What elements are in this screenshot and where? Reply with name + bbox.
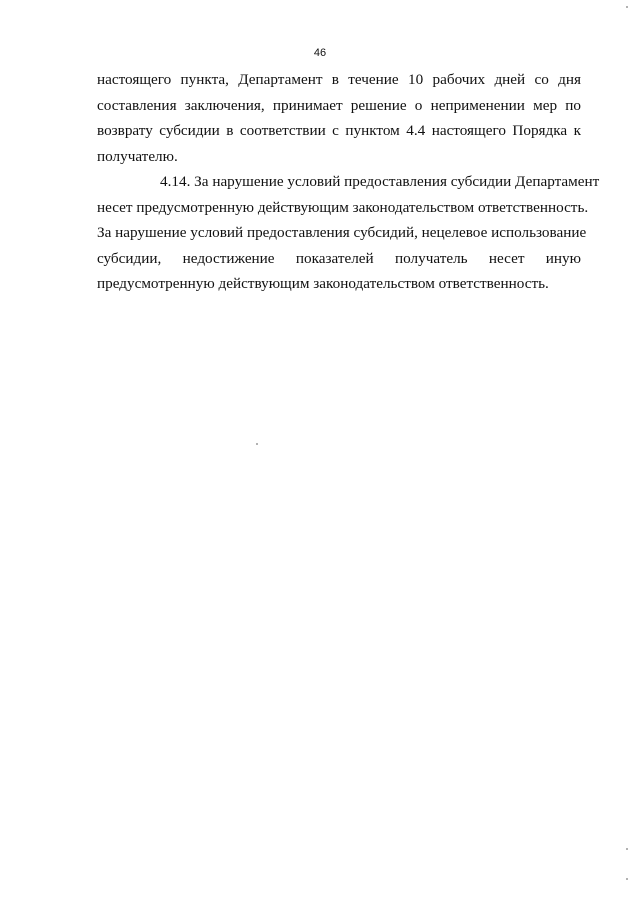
text-line: составления заключения, принимает решение о неприменении мер по	[97, 96, 581, 114]
scan-speck	[626, 6, 628, 8]
document-body	[97, 67, 600, 297]
page-number: 46	[313, 47, 327, 59]
paragraph-4-14	[97, 169, 600, 297]
text-line: несет предусмотренную действующим законодательством ответственность.	[97, 198, 589, 216]
text-line: предусмотренную действующим законодательством ответственность.	[97, 275, 549, 292]
text-line: За нарушение условий предоставления субсидий, нецелевое использование	[97, 224, 587, 241]
scan-speck	[626, 878, 628, 880]
scan-speck	[626, 848, 628, 850]
text-line: возврату субсидии в соответствии с пунктом 4.4 настоящего Порядка к	[97, 122, 581, 139]
text-line: получателю.	[97, 147, 178, 165]
text-line: субсидии, недостижение показателей получатель несет иную	[97, 249, 581, 267]
text-line: 4.14. За нарушение условий предоставления субсидии Департамент	[160, 173, 600, 190]
paragraph-continuation	[97, 67, 581, 169]
scan-speck	[256, 443, 258, 445]
text-line: настоящего пункта, Департамент в течение 10 рабочих дней со дня	[97, 71, 581, 88]
